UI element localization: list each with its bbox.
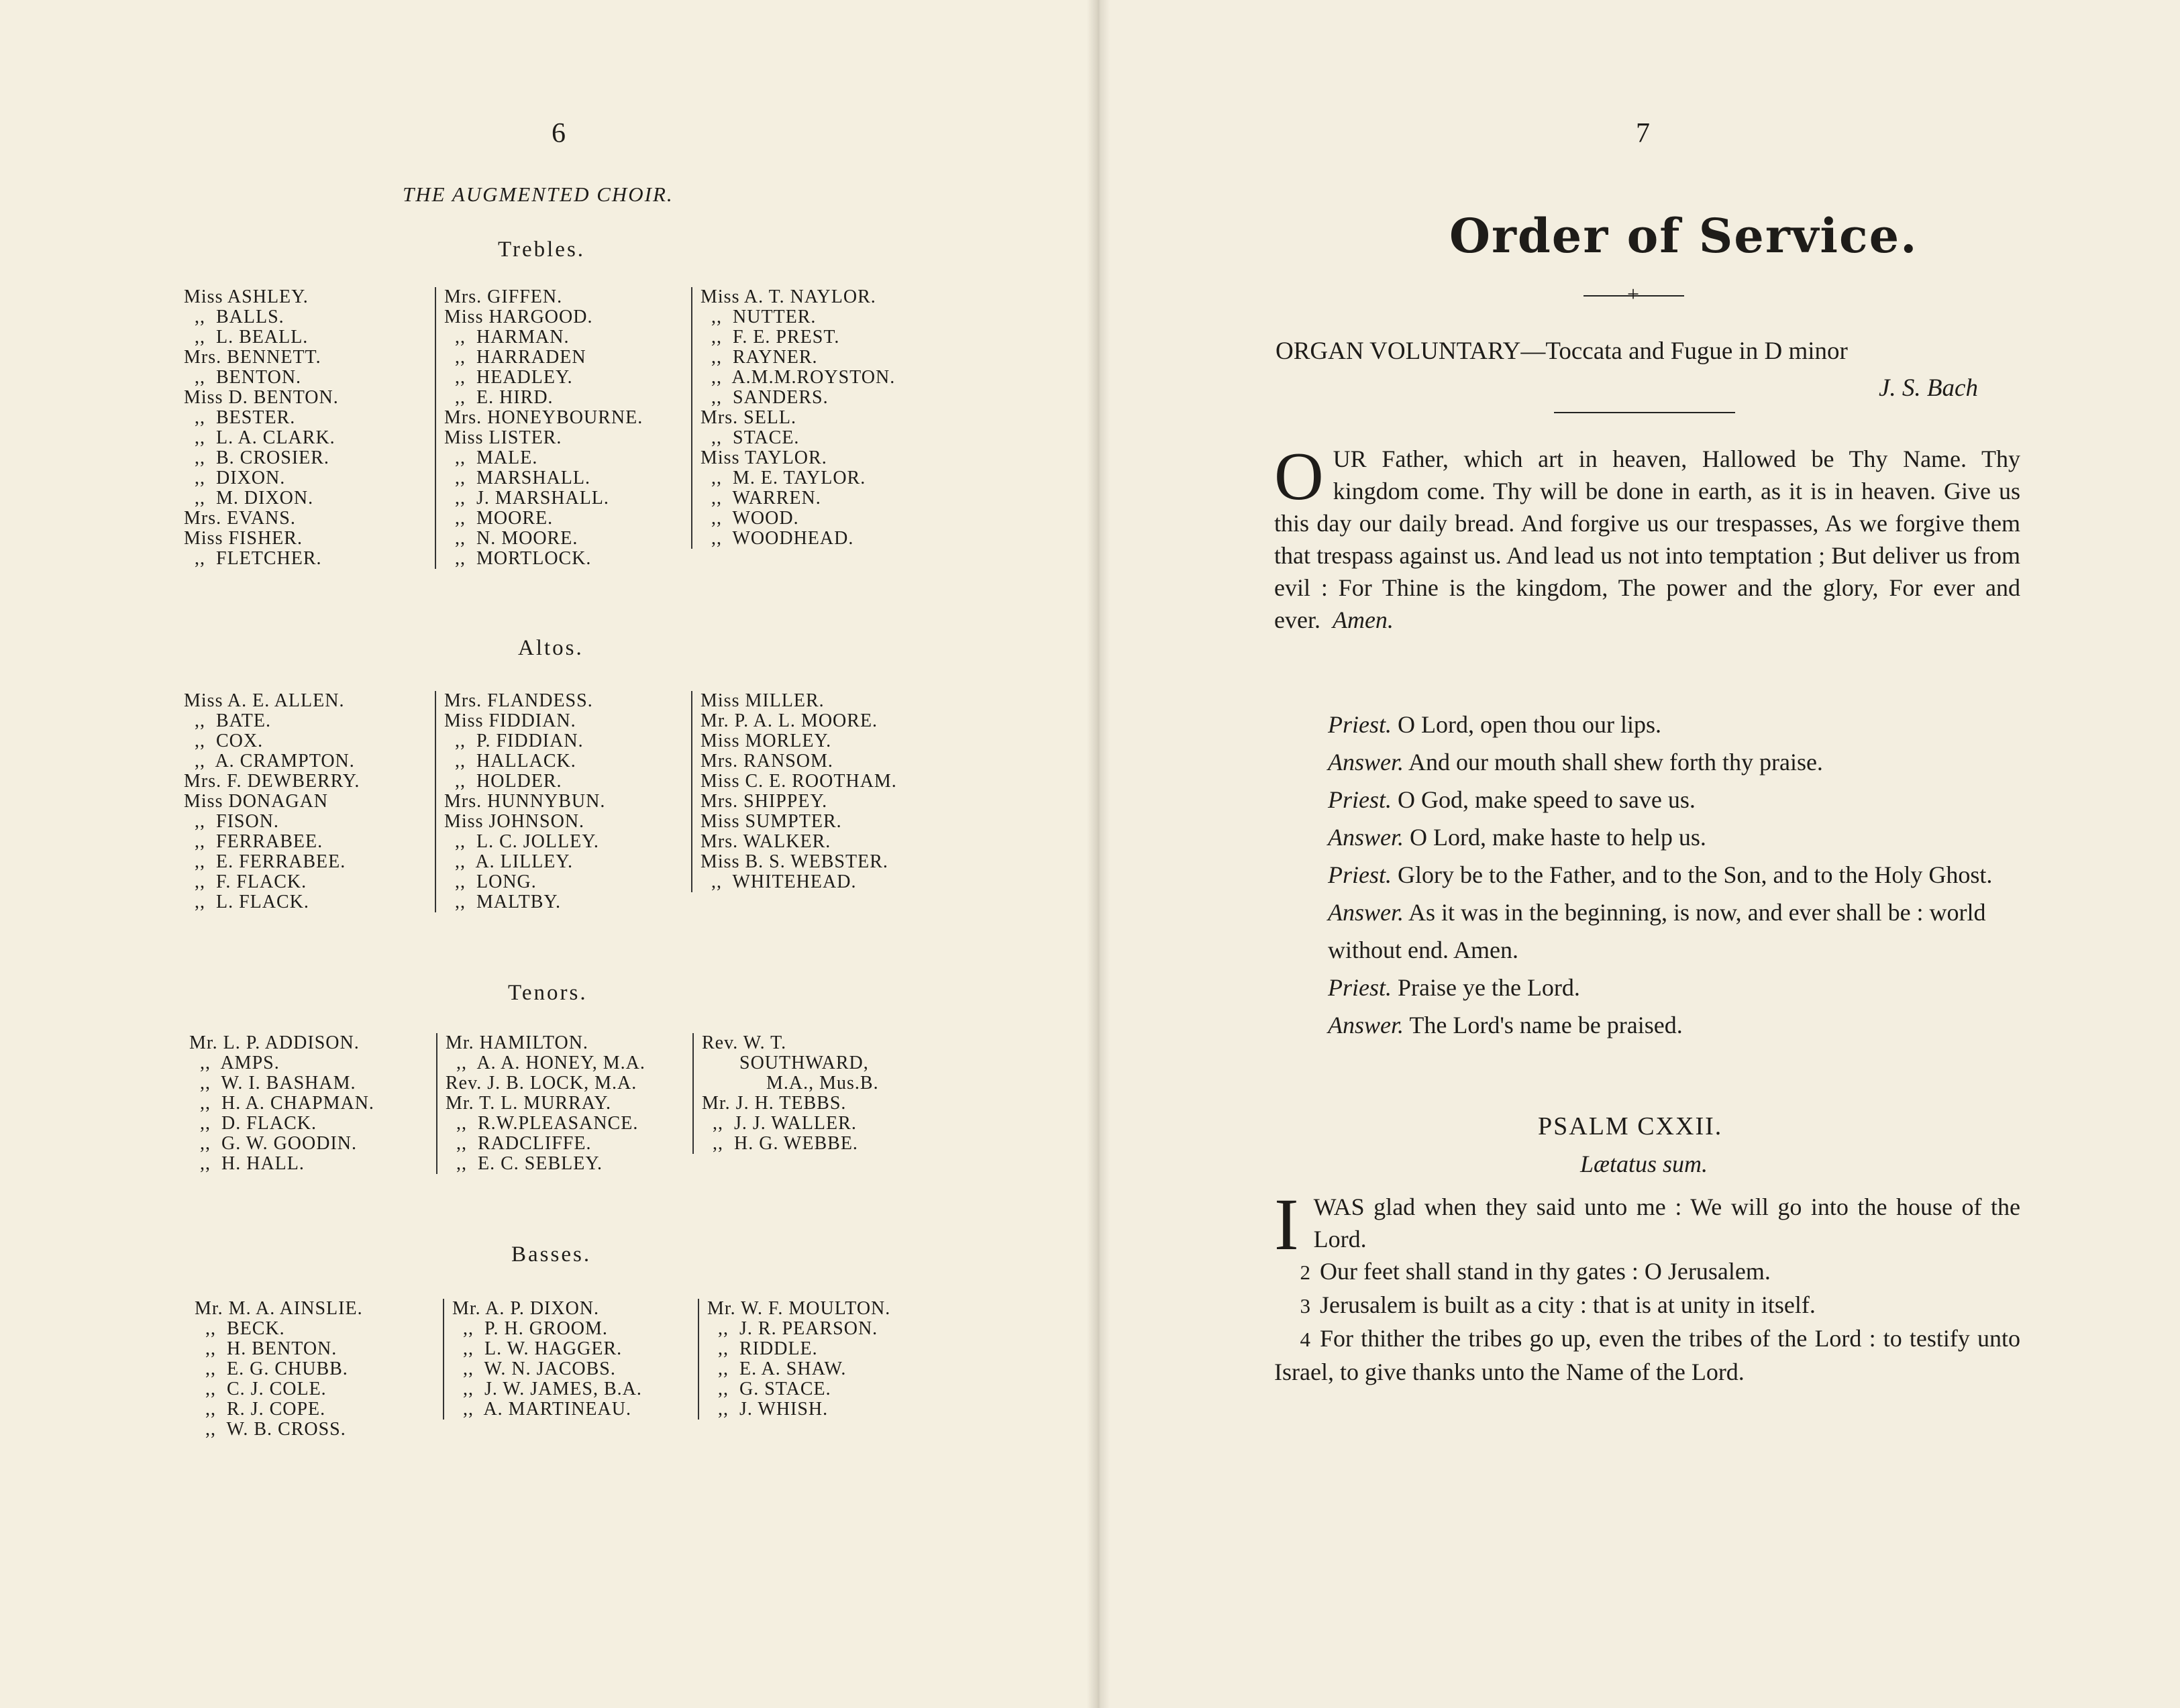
choir-member: ,, M. E. TAYLOR. [700,468,866,488]
choir-member: Mrs. GIFFEN. [444,286,563,307]
choir-member: Miss SUMPTER. [700,811,842,832]
versicle-speaker: Answer. [1328,749,1404,776]
choir-member: ,, WOOD. [700,508,799,529]
choir-member: Mrs. EVANS. [184,508,296,529]
choir-member: ,, SANDERS. [700,387,829,408]
choir-member: ,, G. W. GOODIN. [189,1133,357,1154]
choir-member: ,, L. BEALL. [184,327,309,348]
psalm-verse-1: IWAS glad when they said unto me : We will go into the house of the Lord. [1274,1183,2020,1265]
basses-column-2 [443,1299,642,1420]
choir-member: ,, NUTTER. [700,307,817,327]
psalm-text [1274,1183,2020,1388]
choir-member: ,, MARSHALL. [444,468,591,488]
choir-member: Mrs. SELL. [700,407,796,428]
versicle-line [1274,818,2020,856]
choir-member: ,, RAYNER. [700,347,818,368]
choir-member: Mrs. FLANDESS. [444,690,593,711]
choir-member: ,, B. CROSIER. [184,447,329,468]
choir-member: ,, F. FLACK. [184,871,307,892]
choir-member: ,, MALTBY. [444,892,562,912]
choir-member: ,, BENTON. [184,367,302,388]
choir-member: ,, HEADLEY. [444,367,573,388]
prayer-text: UR Father, which art in heaven, Hallowed be Thy Name. Thy kingdom come. Thy will be done in earth, as it is in heaven. Give us this day our daily bread. And forgive us our trespasses, As we forgive them that trespass against us. And lead us not into temptation ; But deliver us from evil : For Thine is the kingdom, The power and the glory, For ever and ever. [1274,445,2020,633]
choir-member: Mrs. RANSOM. [700,751,833,771]
versicle-speaker: Answer. [1328,1012,1404,1038]
choir-member: ,, H. A. CHAPMAN. [189,1093,374,1114]
choir-member: Miss B. S. WEBSTER. [700,851,888,872]
versicle-speaker: Answer. [1328,899,1404,926]
altos-heading: Altos. [518,636,584,660]
verse-text: For thither the tribes go up, even the tribes of the Lord : to testify unto Israel, to give thanks unto the Name of the Lord. [1274,1325,2020,1385]
choir-member: ,, R.W.PLEASANCE. [446,1113,639,1134]
choir-member: ,, E. A. SHAW. [707,1358,847,1379]
organ-voluntary: ORGAN VOLUNTARY—Toccata and Fugue in D minor [1276,337,1848,365]
choir-member: Miss TAYLOR. [700,447,827,468]
choir-heading: THE AUGMENTED CHOIR. [403,182,674,206]
choir-member: ,, BECK. [195,1318,285,1339]
basses-column-1 [195,1299,363,1440]
choir-member: ,, H. BENTON. [195,1338,338,1359]
prayer-amen: Amen. [1332,606,1394,633]
choir-member: ,, J. R. PEARSON. [707,1318,878,1339]
choir-member: ,, A. CRAMPTON. [184,751,355,771]
choir-member: Miss FISHER. [184,528,303,549]
versicle-text: As it was in the beginning, is now, and ever shall be : world without end. Amen. [1328,899,1986,963]
trebles-heading: Trebles. [498,237,586,262]
choir-member: Miss JOHNSON. [444,811,585,832]
choir-member: Mr. P. A. L. MOORE. [700,710,878,731]
choir-member: Mr. L. P. ADDISON. [189,1032,360,1053]
choir-member: ,, A. A. HONEY, M.A. [446,1053,645,1073]
choir-member: ,, F. E. PREST. [700,327,840,348]
choir-member: ,, L. A. CLARK. [184,427,335,448]
choir-member: ,, LONG. [444,871,537,892]
choir-member: Miss A. E. ALLEN. [184,690,345,711]
choir-member: ,, MALE. [444,447,538,468]
choir-member: Mrs. WALKER. [700,831,831,852]
verse-number: 3 [1300,1294,1310,1318]
choir-member: ,, A.M.M.ROYSTON. [700,367,896,388]
psalm-verse [1274,1289,2020,1322]
choir-member: ,, E. FERRABEE. [184,851,346,872]
order-of-service-title: Order of Service. [1449,208,1918,264]
choir-member: Mrs. F. DEWBERRY. [184,771,360,792]
choir-member: ,, C. J. COLE. [195,1379,327,1399]
choir-member: ,, P. FIDDIAN. [444,731,584,751]
choir-member: Rev. W. T. [702,1032,787,1053]
choir-member: ,, G. STACE. [707,1379,831,1399]
versicle-text: And our mouth shall shew forth thy praise. [1404,749,1823,776]
choir-member: ,, E. G. CHUBB. [195,1358,348,1379]
psalm-title: PSALM CXXII. [1538,1112,1723,1140]
choir-member: Mr. HAMILTON. [446,1032,588,1053]
choir-member: ,, J. J. WALLER. [702,1113,857,1134]
versicle-text: O Lord, make haste to help us. [1404,824,1706,851]
choir-member: ,, J. WHISH. [707,1399,829,1420]
choir-member: Rev. J. B. LOCK, M.A. [446,1073,637,1093]
choir-member: ,, RIDDLE. [707,1338,818,1359]
psalm-dropcap: I [1274,1183,1299,1265]
basses-column-3 [698,1299,890,1420]
choir-member: ,, L. W. HAGGER. [452,1338,623,1359]
choir-member: ,, W. N. JACOBS. [452,1358,616,1379]
choir-member: Miss MORLEY. [700,731,832,751]
lords-prayer [1274,439,2020,636]
divider-rule [1554,412,1735,413]
choir-member: Miss D. BENTON. [184,387,339,408]
choir-member: Mrs. HUNNYBUN. [444,791,606,812]
choir-member: Miss HARGOOD. [444,307,593,327]
choir-member: ,, MORTLOCK. [444,548,592,569]
choir-member: ,, N. MOORE. [444,528,578,549]
choir-member: ,, BATE. [184,710,271,731]
choir-member: SOUTHWARD, [702,1053,869,1073]
versicle-speaker: Answer. [1328,824,1404,851]
altos-column-2 [435,691,605,912]
versicle-line [1274,856,2020,894]
choir-member: ,, M. DIXON. [184,488,314,509]
choir-member: ,, BESTER. [184,407,296,428]
choir-member: ,, COX. [184,731,264,751]
versicle-text: O God, make speed to save us. [1392,786,1696,813]
choir-member: ,, J. W. JAMES, B.A. [452,1379,642,1399]
choir-member: ,, L. C. JOLLEY. [444,831,599,852]
psalm-subtitle: Lætatus sum. [1580,1151,1708,1177]
page-gutter [1087,0,1110,1708]
versicle-line [1274,743,2020,781]
prayer-dropcap: O [1274,439,1324,515]
versicle-text: O Lord, open thou our lips. [1392,711,1661,738]
choir-member: ,, HARMAN. [444,327,570,348]
choir-member: Miss ASHLEY. [184,286,309,307]
choir-member: ,, WHITEHEAD. [700,871,857,892]
choir-member: ,, HARRADEN [444,347,586,368]
choir-member: ,, A. MARTINEAU. [452,1399,631,1420]
choir-member: Miss FIDDIAN. [444,710,576,731]
verse-number: 2 [1300,1261,1310,1284]
choir-member: Mr. W. F. MOULTON. [707,1298,891,1319]
versicle-text: Glory be to the Father, and to the Son, and to the Holy Ghost. [1392,861,1993,888]
choir-member: ,, W. B. CROSS. [195,1419,346,1440]
choir-member: ,, FERRABEE. [184,831,323,852]
versicle-speaker: Priest. [1328,711,1392,738]
versicle-line [1274,969,2020,1006]
verse-text: Jerusalem is built as a city : that is at unity in itself. [1320,1291,1816,1318]
choir-member: ,, HOLDER. [444,771,562,792]
choir-member: ,, W. I. BASHAM. [189,1073,356,1093]
versicle-text: Praise ye the Lord. [1392,974,1580,1001]
altos-column-3 [691,691,897,892]
choir-member: ,, RADCLIFFE. [446,1133,592,1154]
psalm-verses [1274,1255,2020,1388]
choir-member: ,, HALLACK. [444,751,576,771]
choir-member: ,, STACE. [700,427,800,448]
choir-member: ,, H. G. WEBBE. [702,1133,858,1154]
tenors-column-2 [436,1033,645,1174]
trebles-column-1 [184,287,339,569]
basses-heading: Basses. [511,1242,592,1267]
choir-member: Mr. M. A. AINSLIE. [195,1298,363,1319]
versicle-line [1274,894,2020,969]
choir-member: Miss DONAGAN [184,791,329,812]
choir-member: ,, BALLS. [184,307,284,327]
verse-text: Our feet shall stand in thy gates : O Jerusalem. [1320,1258,1771,1285]
versicle-line [1274,706,2020,743]
choir-member: Mr. J. H. TEBBS. [702,1093,847,1114]
choir-member: Mrs. BENNETT. [184,347,321,368]
trebles-column-2 [435,287,643,569]
versicle-line [1274,1006,2020,1044]
versicle-text: The Lord's name be praised. [1404,1012,1683,1038]
choir-member: M.A., Mus.B. [702,1073,879,1093]
choir-member: ,, WOODHEAD. [700,528,854,549]
choir-member: Mr. T. L. MURRAY. [446,1093,612,1114]
page-number-right: 7 [1636,118,1650,149]
choir-member: ,, J. MARSHALL. [444,488,609,509]
tenors-heading: Tenors. [508,981,588,1005]
choir-member: ,, MOORE. [444,508,554,529]
versicle-speaker: Priest. [1328,786,1392,813]
versicle-speaker: Priest. [1328,861,1392,888]
tenors-column-3 [692,1033,879,1154]
versicle-speaker: Priest. [1328,974,1392,1001]
psalm-verse [1274,1322,2020,1388]
choir-member: Miss A. T. NAYLOR. [700,286,876,307]
versicle-line [1274,781,2020,818]
verse-number: 4 [1300,1328,1310,1351]
choir-member: ,, FLETCHER. [184,548,322,569]
ornament-cross: + [1627,282,1640,306]
choir-member: ,, DIXON. [184,468,286,488]
choir-member: ,, A. LILLEY. [444,851,574,872]
choir-member: Mr. A. P. DIXON. [452,1298,600,1319]
choir-member: ,, E. C. SEBLEY. [446,1153,603,1174]
choir-member: Miss C. E. ROOTHAM. [700,771,897,792]
versicles [1274,706,2020,1044]
trebles-column-3 [691,287,895,549]
choir-member: ,, WARREN. [700,488,821,509]
choir-member: Miss LISTER. [444,427,562,448]
choir-member: Mrs. HONEYBOURNE. [444,407,643,428]
choir-member: ,, E. HIRD. [444,387,554,408]
choir-member: ,, AMPS. [189,1053,280,1073]
altos-column-1 [184,691,360,912]
page-number: 6 [552,118,566,149]
choir-member: ,, D. FLACK. [189,1113,317,1134]
choir-member: ,, FISON. [184,811,279,832]
psalm-verse [1274,1255,2020,1289]
composer: J. S. Bach [1879,374,1978,402]
choir-member: Mrs. SHIPPEY. [700,791,828,812]
choir-member: ,, P. H. GROOM. [452,1318,608,1339]
tenors-column-1 [189,1033,374,1174]
choir-member: ,, L. FLACK. [184,892,309,912]
choir-member: ,, R. J. COPE. [195,1399,326,1420]
choir-member: ,, H. HALL. [189,1153,305,1174]
choir-member: Miss MILLER. [700,690,825,711]
